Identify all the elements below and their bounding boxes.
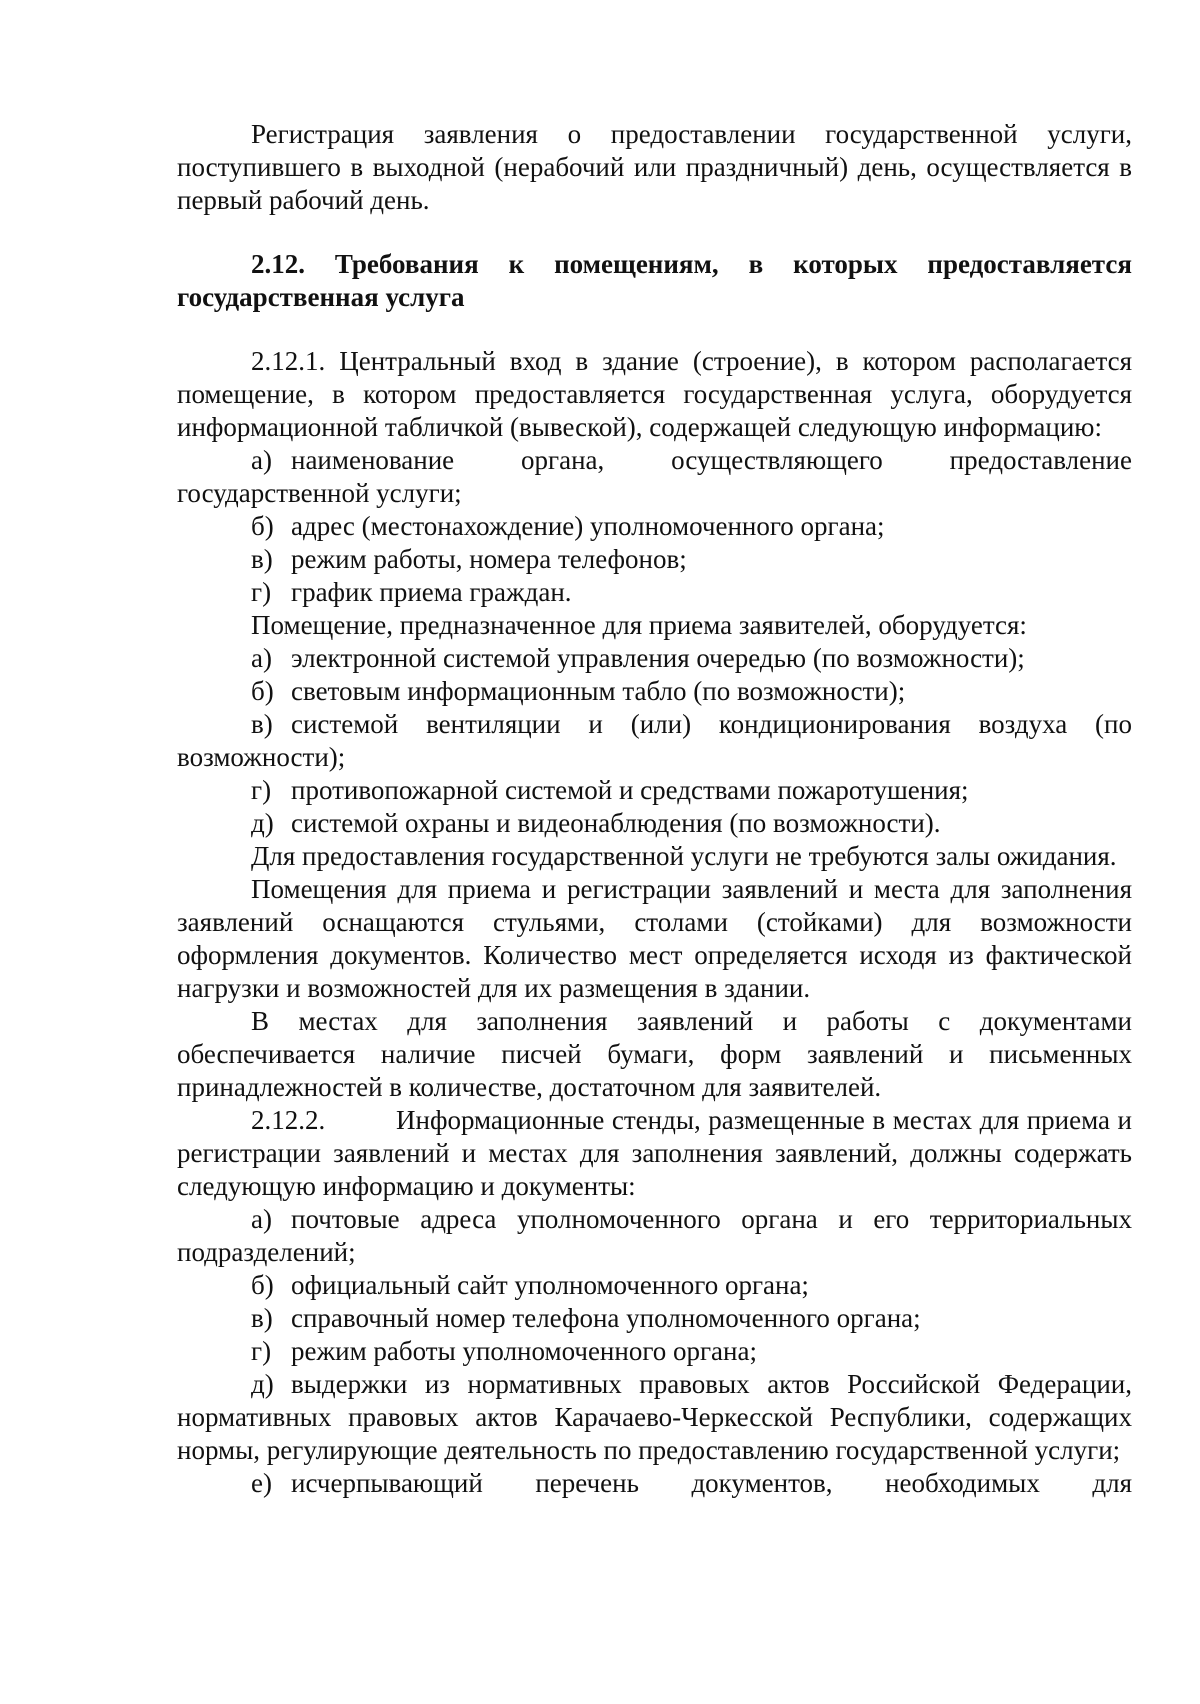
list-item-text: противопожарной системой и средствами пожаротушения;: [291, 775, 969, 805]
paragraph-2-12-1: 2.12.1. Центральный вход в здание (строение), в котором располагается помещение, в котором предоставляется государственная услуга, оборудуется информационной табличкой (вывеской), содержащей следующую информацию:: [177, 346, 1132, 442]
paragraph-waiting-halls: Для предоставления государственной услуги не требуются залы ожидания.: [251, 841, 1117, 871]
stand-item: [177, 1203, 1132, 1269]
list-item-text: наименование органа, осуществляющего предоставление государственной услуги;: [177, 445, 1132, 508]
list-marker: г): [251, 775, 272, 805]
list-item-text: почтовые адреса уполномоченного органа и его территориальных подразделений;: [177, 1204, 1132, 1267]
list-item-text: график приема граждан.: [291, 577, 572, 607]
list-item-text: исчерпывающий перечень документов, необходимых для: [291, 1468, 1132, 1498]
section-heading: 2.12. Требования к помещениям, в которых предоставляется государственная услуга: [177, 249, 1132, 312]
list-marker: в): [251, 1303, 273, 1333]
paragraph-places: В местах для заполнения заявлений и работы с документами обеспечивается наличие писчей бумаги, форм заявлений и письменных принадлежностей в количестве, достаточном для заявителей.: [177, 1006, 1132, 1102]
document-body: [177, 118, 1132, 1500]
list-item-text: электронной системой управления очередью (по возможности);: [291, 643, 1025, 673]
paragraph-rooms: Помещения для приема и регистрации заявлений и места для заполнения заявлений оснащаются стульями, столами (стойками) для возможности оформления документов. Количество мест определяется исходя из фактической нагрузки и возможностей для их размещения в здании.: [177, 874, 1132, 1003]
stand-item: [177, 1269, 1132, 1302]
sign-item: [177, 576, 1132, 609]
list-marker: в): [251, 544, 273, 574]
list-item-text: режим работы, номера телефонов;: [291, 544, 687, 574]
paragraph-number: 2.12.2.: [251, 1105, 326, 1135]
sign-item: [177, 543, 1132, 576]
stand-item: [177, 1335, 1132, 1368]
room-item: [177, 675, 1132, 708]
list-item-text: световым информационным табло (по возможности);: [291, 676, 906, 706]
room-item: [177, 774, 1132, 807]
list-item-text: режим работы уполномоченного органа;: [291, 1336, 757, 1366]
sign-item: [177, 444, 1132, 510]
list-item-text: выдержки из нормативных правовых актов Российской Федерации, нормативных правовых актов Карачаево-Черкесской Республики, содержащих нормы, регулирующие деятельность по предоставлению государственной услуги;: [177, 1369, 1132, 1465]
intro-paragraph: Регистрация заявления о предоставлении государственной услуги, поступившего в выходной (нерабочий или праздничный) день, осуществляется в первый рабочий день.: [177, 119, 1132, 215]
list-marker: д): [251, 1369, 274, 1399]
list-marker: б): [251, 1270, 274, 1300]
list-item-text: справочный номер телефона уполномоченного органа;: [291, 1303, 921, 1333]
sign-item: [177, 510, 1132, 543]
stand-item: [177, 1302, 1132, 1335]
list-item-text: адрес (местонахождение) уполномоченного органа;: [291, 511, 885, 541]
paragraph-2-12-2: [177, 1104, 1132, 1203]
list-marker: е): [251, 1468, 272, 1498]
list-marker: д): [251, 808, 274, 838]
list-marker: б): [251, 676, 274, 706]
section-heading-block: [177, 248, 1132, 314]
stand-item: [177, 1467, 1132, 1500]
list-marker: г): [251, 1336, 272, 1366]
stand-item: [177, 1368, 1132, 1467]
room-item: [177, 807, 1132, 840]
list-marker: а): [251, 1204, 272, 1234]
room-item: [177, 708, 1132, 774]
list-item-text: официальный сайт уполномоченного органа;: [291, 1270, 809, 1300]
list-marker: а): [251, 445, 272, 475]
list-item-text: системой вентиляции и (или) кондиционирования воздуха (по возможности);: [177, 709, 1132, 772]
list-marker: в): [251, 709, 273, 739]
list-marker: г): [251, 577, 272, 607]
room-intro: Помещение, предназначенное для приема заявителей, оборудуется:: [251, 610, 1027, 640]
list-marker: а): [251, 643, 272, 673]
paragraph-text: Информационные стенды, размещенные в местах для приема и регистрации заявлений и местах для заполнения заявлений, должны содержать следующую информацию и документы:: [177, 1105, 1132, 1201]
list-marker: б): [251, 511, 274, 541]
room-item: [177, 642, 1132, 675]
list-item-text: системой охраны и видеонаблюдения (по возможности).: [291, 808, 941, 838]
